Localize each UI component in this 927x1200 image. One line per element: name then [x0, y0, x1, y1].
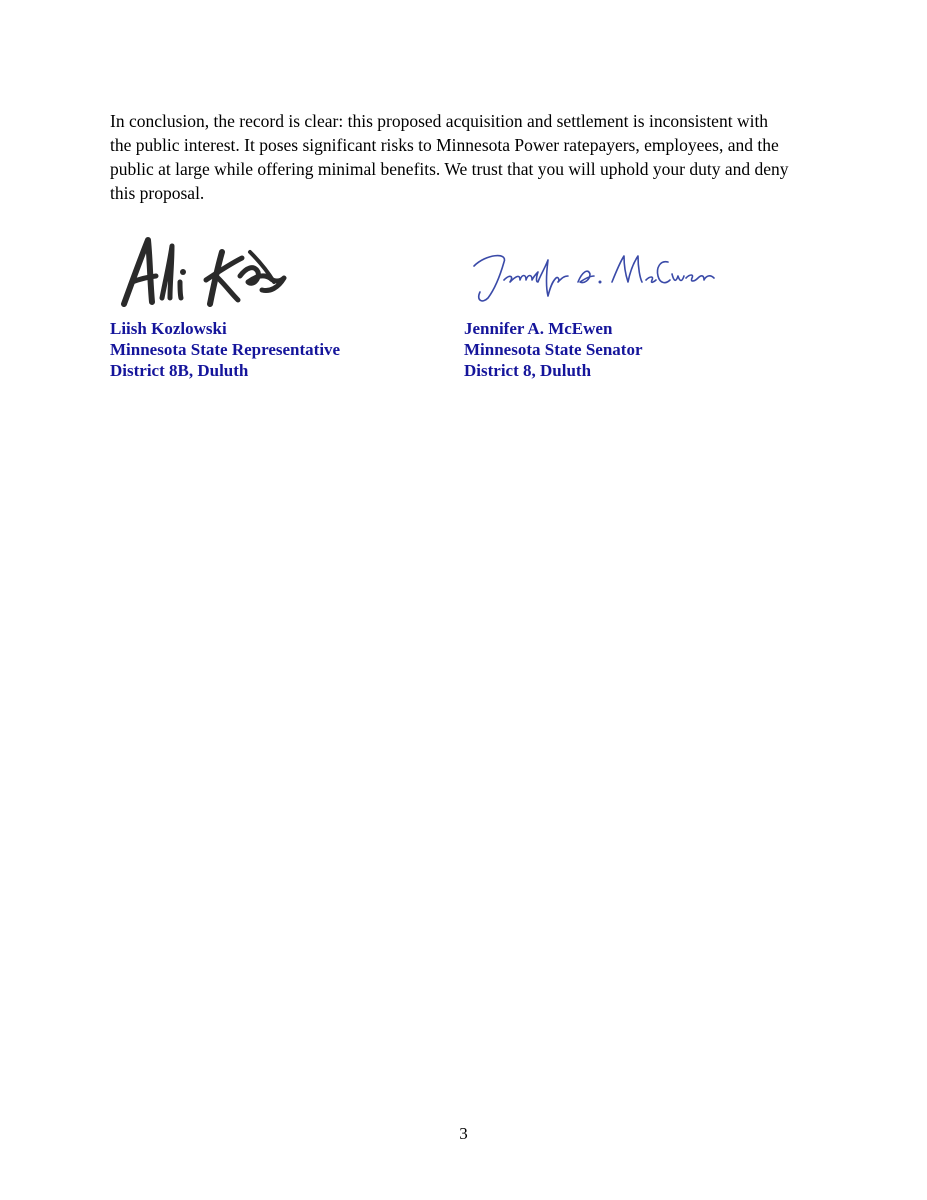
signer-title: Minnesota State Senator: [464, 340, 643, 359]
signer-district: District 8, Duluth: [464, 361, 592, 380]
paragraph-line-4: this proposal.: [110, 183, 205, 203]
signer-name: Liish Kozlowski: [110, 319, 227, 338]
signature-block-mcewen: [464, 232, 784, 381]
page-number: 3: [459, 1124, 468, 1143]
handwritten-signature-mcewen: [464, 232, 724, 316]
conclusion-paragraph: [110, 109, 830, 205]
paragraph-line-1: In conclusion, the record is clear: this proposed acquisition and settlement is inconsistent with: [110, 111, 769, 131]
paragraph-line-2: the public interest. It poses significant risks to Minnesota Power ratepayers, employees, and the: [110, 135, 779, 155]
signature-block-kozlowski: [110, 232, 430, 381]
paragraph-line-3: public at large while offering minimal benefits. We trust that you will uphold your duty and deny: [110, 159, 789, 179]
signer-title: Minnesota State Representative: [110, 340, 341, 359]
handwritten-signature-kozlowski: [110, 232, 295, 316]
signer-district: District 8B, Duluth: [110, 361, 249, 380]
signer-name: Jennifer A. McEwen: [464, 319, 613, 338]
